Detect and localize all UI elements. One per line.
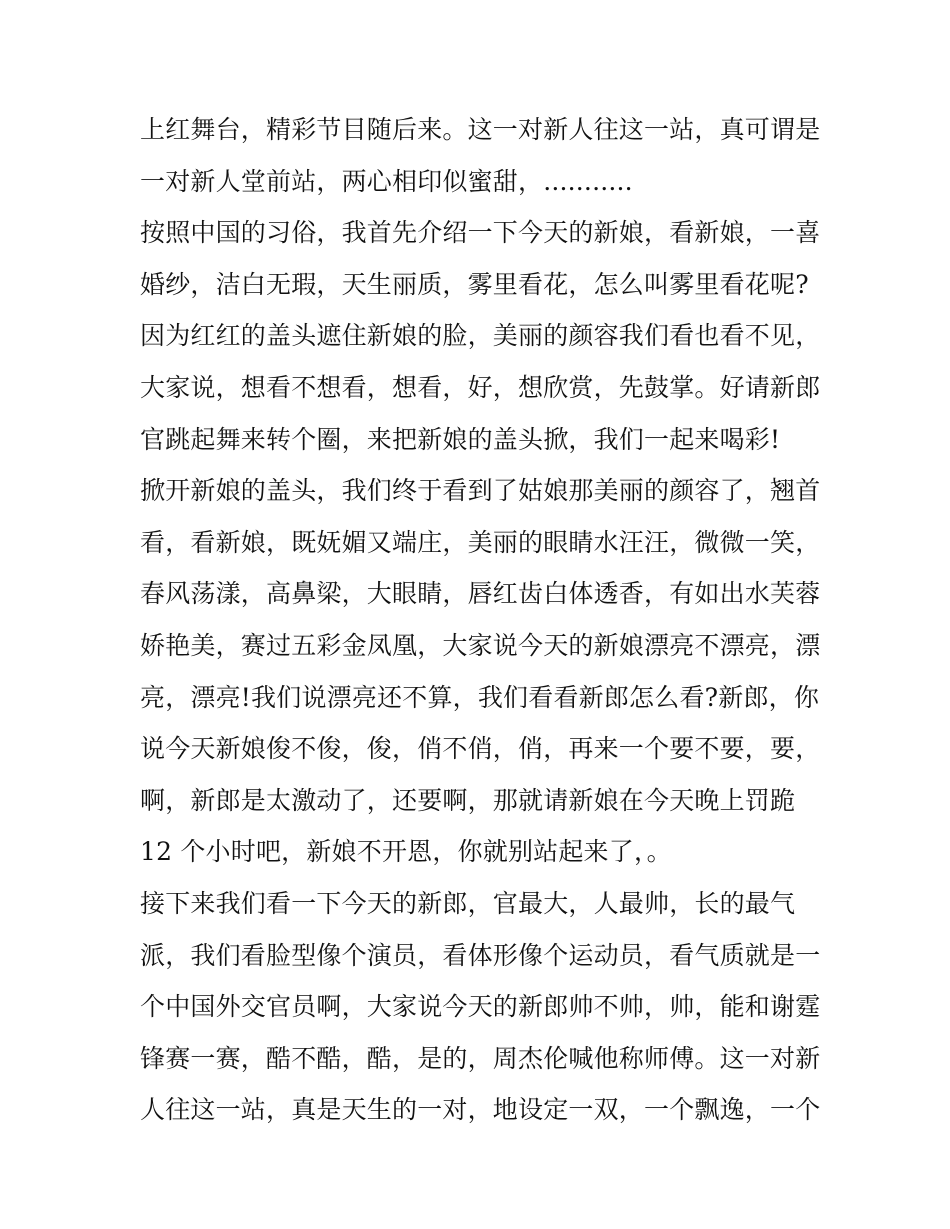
text-line-15: 12 个小时吧，新娘不开恩，你就别站起来了，。	[140, 837, 672, 867]
text-line-3: 按照中国的习俗，我首先介绍一下今天的新娘，看新娘，一喜	[140, 218, 821, 248]
text-line-1: 上红舞台，精彩节目随后来。这一对新人往这一站，真可谓是	[140, 115, 821, 144]
text-line-4: 婚纱，洁白无瑕，天生丽质，雾里看花，怎么叫雾里看花呢?	[140, 269, 809, 299]
text-line-18: 个中国外交官员啊，大家说今天的新郎帅不帅，帅，能和谢霆	[140, 992, 821, 1022]
text-line-12: 亮，漂亮!我们说漂亮还不算，我们看看新郎怎么看?新郎，你	[140, 682, 820, 712]
text-line-19: 锋赛一赛，酷不酷，酷，是的，周杰伦喊他称师傅。这一对新	[140, 1043, 821, 1073]
text-line-8: 掀开新娘的盖头，我们终于看到了姑娘那美丽的颜容了，翘首	[140, 476, 821, 506]
text-line-2: 一对新人堂前站，两心相印似蜜甜，...........	[140, 166, 633, 196]
text-line-14: 啊，新郎是太激动了，还要啊，那就请新娘在今天晚上罚跪	[140, 785, 796, 815]
text-line-10: 春风荡漾，高鼻梁，大眼睛，唇红齿白体透香，有如出水芙蓉	[140, 579, 821, 609]
text-line-17: 派，我们看脸型像个演员，看体形像个运动员，看气质就是一	[140, 940, 821, 970]
text-line-16: 接下来我们看一下今天的新郎，官最大，人最帅，长的最气	[140, 888, 796, 918]
body-text	[140, 104, 820, 1136]
text-line-9: 看，看新娘，既妩媚又端庄，美丽的眼睛水汪汪，微微一笑，	[140, 527, 821, 557]
text-line-6: 大家说，想看不想看，想看，好，想欣赏，先鼓掌。好请新郎	[140, 372, 821, 402]
text-line-11: 娇艳美，赛过五彩金凤凰，大家说今天的新娘漂亮不漂亮，漂	[140, 630, 821, 660]
text-line-20: 人往这一站，真是天生的一对，地设定一双，一个飘逸，一个	[140, 1095, 821, 1125]
text-line-5: 因为红红的盖头遮住新娘的脸，美丽的颜容我们看也看不见，	[140, 321, 821, 351]
text-line-7: 官跳起舞来转个圈，来把新娘的盖头掀，我们一起来喝彩!	[140, 424, 781, 454]
text-line-13: 说今天新娘俊不俊，俊，俏不俏，俏，再来一个要不要，要，	[140, 734, 821, 764]
